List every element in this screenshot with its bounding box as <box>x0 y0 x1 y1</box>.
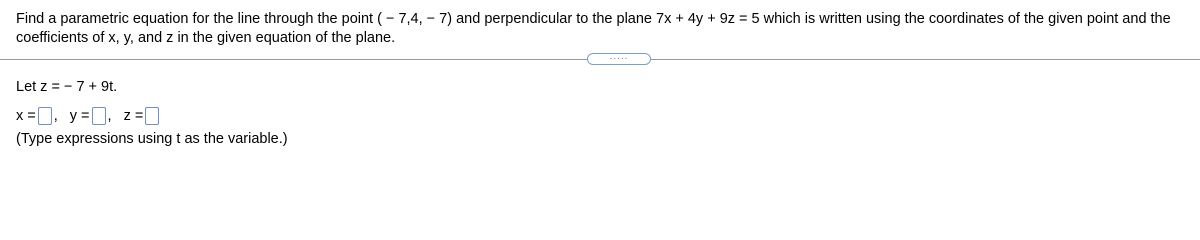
question-text: Find a parametric equation for the line through the point ( − 7,4, − 7) and perpendicular to the plane 7x + 4y + 9z = 5 which is written using the coordinates of the given point and the coefficients of x, y, and z in the given equation of the plane. <box>16 11 1171 46</box>
x-label: x = <box>16 108 36 124</box>
answer-row <box>16 106 161 126</box>
separator: , <box>53 108 58 124</box>
z-label: z = <box>123 108 144 124</box>
separator: , <box>107 108 112 124</box>
z-answer-input[interactable] <box>145 107 159 125</box>
instruction-hint: (Type expressions using t as the variable.) <box>16 131 288 147</box>
more-dots-icon: ..... <box>609 51 629 62</box>
x-answer-input[interactable] <box>38 107 52 125</box>
expand-more-button[interactable] <box>587 53 651 65</box>
y-label: y = <box>69 108 90 124</box>
given-statement: Let z = − 7 + 9t. <box>16 79 118 95</box>
y-answer-input[interactable] <box>92 107 106 125</box>
